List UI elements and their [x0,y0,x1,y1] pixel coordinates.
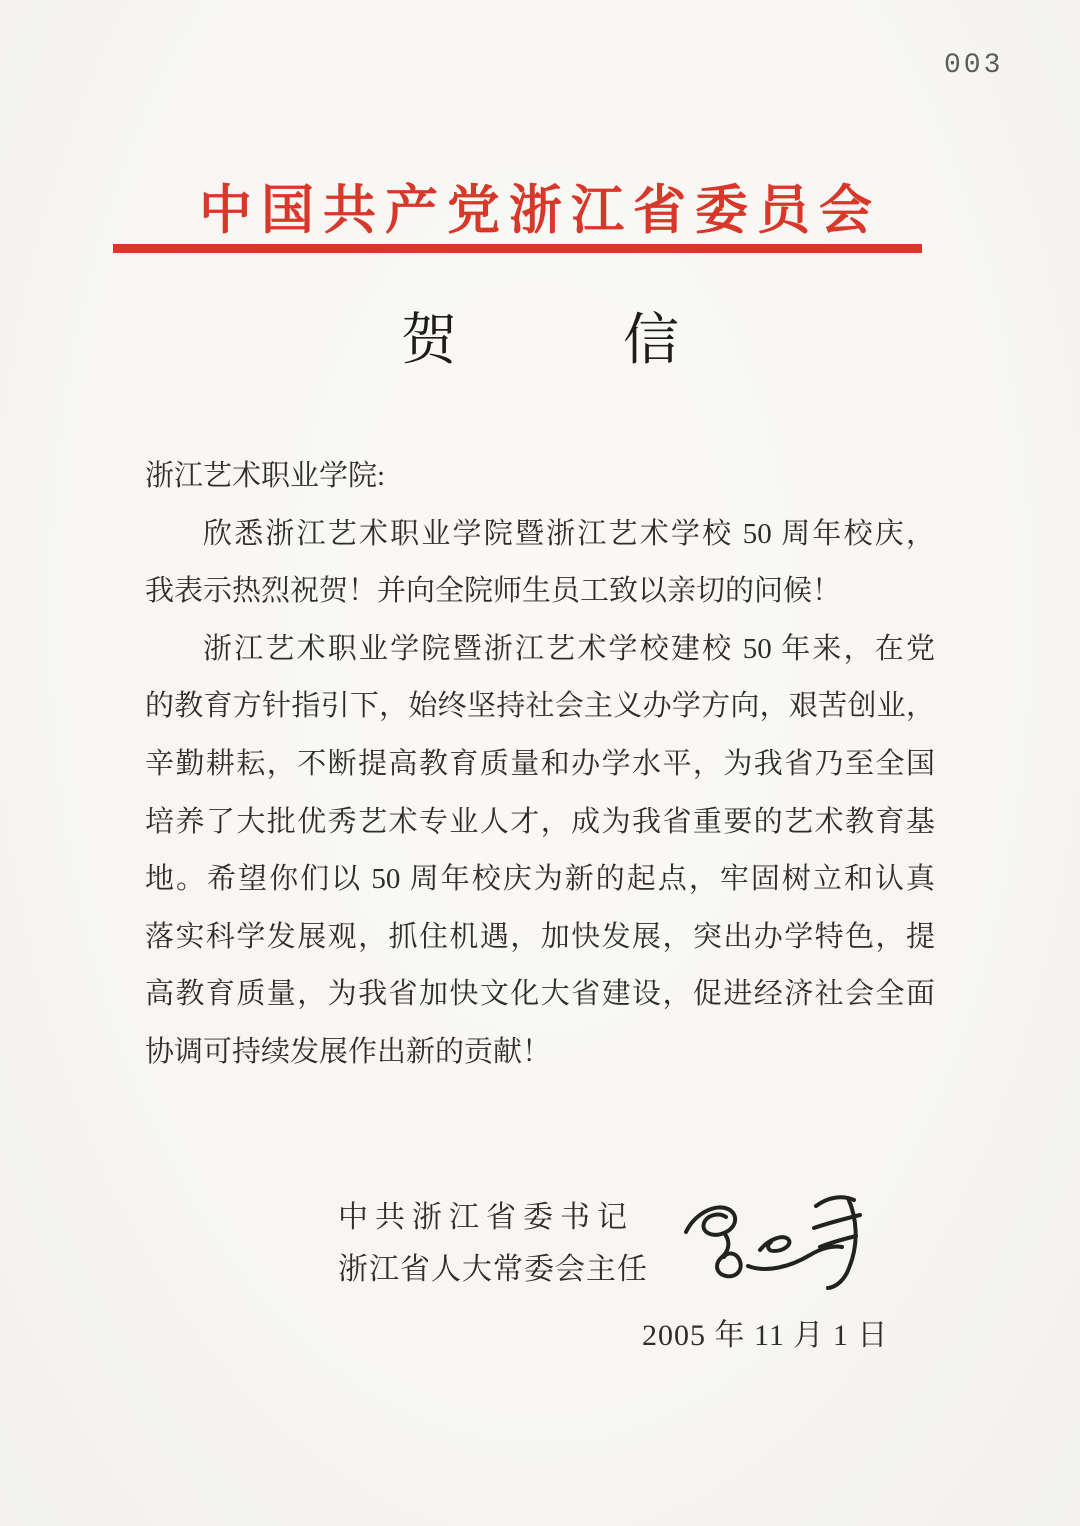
body-line: 浙江艺术职业学院暨浙江艺术学校建校 50 年来，在党 [203,632,935,665]
signer-title-party: 中共浙江省委书记 [338,1201,634,1234]
page-number-stamp: 003 [944,50,1004,81]
letter-body [145,448,935,1082]
body-line: 培养了大批优秀艺术专业人才，成为我省重要的艺术教育基 [145,805,935,838]
body-line: 落实科学发展观，抓住机遇，加快发展，突出办学特色，提 [145,920,935,953]
body-line: 的教育方针指引下，始终坚持社会主义办学方向，艰苦创业， [145,690,935,723]
document-title [0,310,1080,372]
document-title-char-right: 信 [623,310,679,372]
body-line: 高教育质量，为我省加快文化大省建设，促进经济社会全面 [145,978,935,1011]
body-line: 辛勤耕耘，不断提高教育质量和办学水平，为我省乃至全国 [145,747,935,780]
body-line: 地。希望你们以 50 周年校庆为新的起点，牢固树立和认真 [145,863,935,896]
handwritten-signature-icon [676,1190,881,1298]
letterhead-divider-rule [113,244,922,253]
body-line: 我表示热烈祝贺！并向全院师生员工致以亲切的问候！ [145,575,842,608]
signer-title-congress: 浙江省人大常委会主任 [338,1253,648,1286]
salutation-line: 浙江艺术职业学院: [145,460,386,492]
body-line: 欣悉浙江艺术职业学院暨浙江艺术学校 50 周年校庆， [203,517,935,550]
signature-block [338,1192,648,1296]
document-title-char-left: 贺 [401,310,457,372]
letterhead-org-name: 中国共产党浙江省委员会 [199,182,881,240]
letter-date: 2005 年 11 月 1 日 [642,1319,889,1352]
body-line: 协调可持续发展作出新的贡献！ [145,1035,552,1068]
